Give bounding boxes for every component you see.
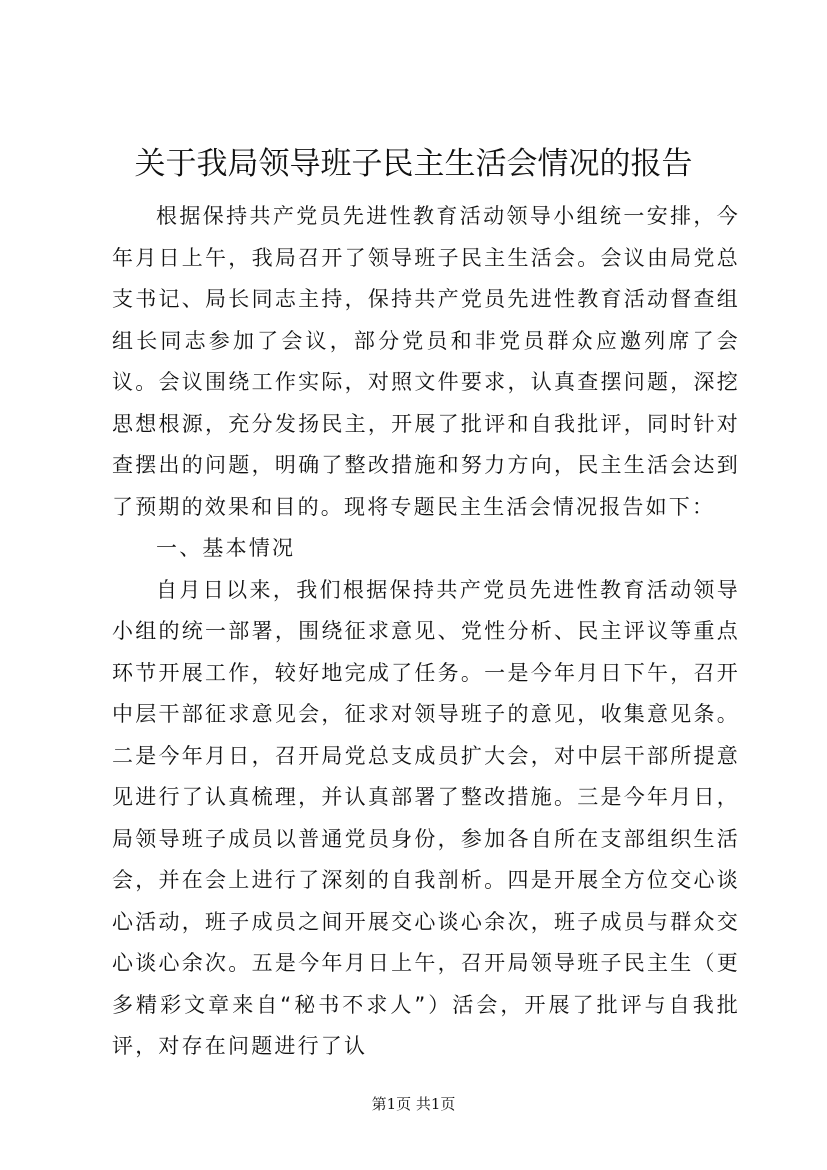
section-heading-basic-situation: 一、基本情况 (156, 536, 296, 560)
paragraph-basic-situation: 自月日以来，我们根据保持共产党员先进性教育活动领导小组的统一部署，围绕征求意见、党性分析、民主评议等重点环节开展工作，较好地完成了任务。一是今年月日下午，召开中层干部征求意见会，征求对领导班子的意见，收集意见条。二是今年月日，召开局党总支成员扩大会，对中层干部所提意见进行了认真梳理，并认真部署了整改措施。三是今年月日，局领导班子成员以普通党员身份，参加各自所在支部组织生活会，并在会上进行了深刻的自我剖析。四是开展全方位交心谈心活动，班子成员之间开展交心谈心余次，班子成员与群众交心谈心余次。五是今年月日上午，召开局领导班子民主生（更多精彩文章来自“秘书不求人”）活会，开展了批评与自我批评，对存在问题进行了认 (112, 577, 740, 1058)
document-body (112, 196, 740, 1068)
document-title: 关于我局领导班子民主生活会情况的报告 (134, 146, 693, 182)
page-footer: 第1页 共1页 (371, 1095, 456, 1113)
paragraph-intro: 根据保持共产党员先进性教育活动领导小组统一安排，今年月日上午，我局召开了领导班子民主生活会。会议由局党总支书记、局长同志主持，保持共产党员先进性教育活动督查组组长同志参加了会议，部分党员和非党员群众应邀列席了会议。会议围绕工作实际，对照文件要求，认真查摆问题，深挖思想根源，充分发扬民主，开展了批评和自我批评，同时针对查摆出的问题，明确了整改措施和努力方向，民主生活会达到了预期的效果和目的。现将专题民主生活会情况报告如下： (112, 204, 740, 519)
